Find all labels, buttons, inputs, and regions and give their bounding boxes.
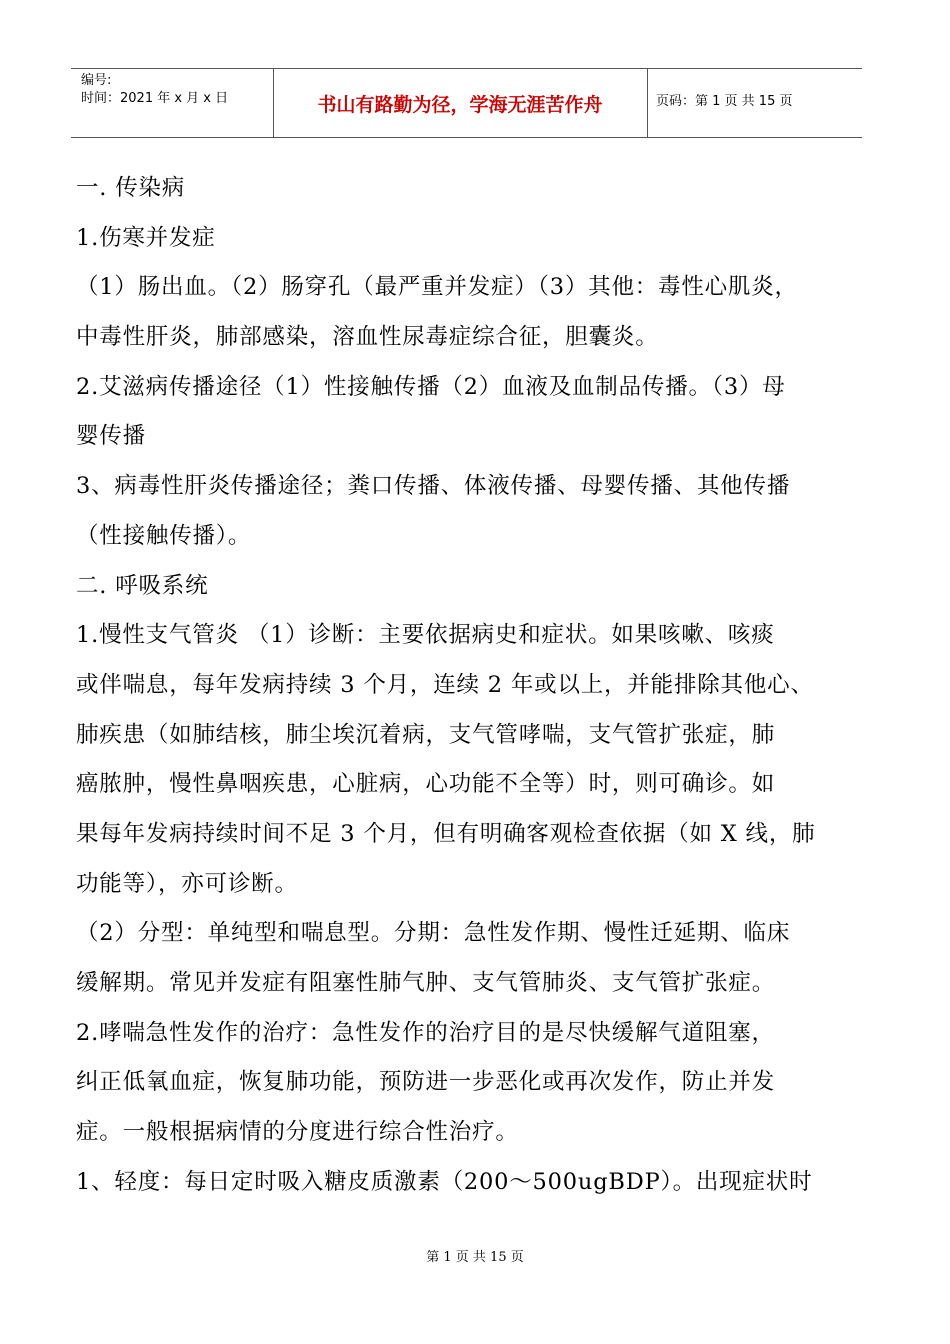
body-text-line: 肺疾患（如肺结核，肺尘埃沉着病，支气管哮喘，支气管扩张症，肺 xyxy=(76,721,776,748)
section-heading: 一. 传染病 xyxy=(76,175,186,201)
body-text-line: 果每年发病持续时间不足 3 个月，但有明确客观检查依据（如 X 线，肺 xyxy=(76,820,816,847)
body-text-line: 1.慢性支气管炎 （1）诊断：主要依据病史和症状。如果咳嗽、咳痰 xyxy=(76,622,775,649)
body-text-line: 1、轻度：每日定时吸入糖皮质激素（200～500ugBDP）。出现症状时 xyxy=(76,1168,813,1195)
body-text-line: 2.艾滋病传播途径（1）性接触传播（2）血液及血制品传播。（3）母 xyxy=(76,373,786,400)
body-text-line: （性接触传播）。 xyxy=(76,522,252,549)
body-text-line: 或伴喘息，每年发病持续 3 个月，连续 2 年或以上，并能排除其他心、 xyxy=(76,671,814,698)
body-text-line: （2）分型：单纯型和喘息型。分期：急性发作期、慢性迁延期、临床 xyxy=(76,920,791,947)
page-header-table xyxy=(71,68,862,138)
document-body xyxy=(76,164,876,1207)
section-heading: 二. 呼吸系统 xyxy=(76,572,209,599)
header-meta-cell xyxy=(71,69,274,137)
subsection-heading: 1.伤寒并发症 xyxy=(76,224,216,251)
page-footer: 第 1 页 共 15 页 xyxy=(426,1250,524,1265)
body-text-line: 症。一般根据病情的分度进行综合性治疗。 xyxy=(76,1119,519,1146)
body-text-line: 3、病毒性肝炎传播途径；粪口传播、体液传播、母婴传播、其他传播 xyxy=(76,473,791,500)
body-text-line: 功能等），亦可诊断。 xyxy=(76,870,298,897)
document-date-label: 时间：2021 年 x 月 x 日 xyxy=(81,91,229,106)
body-text-line: 纠正低氧血症，恢复肺功能，预防进一步恶化或再次发作，防止并发 xyxy=(76,1069,776,1096)
header-motto: 书山有路勤为径，学海无涯苦作舟 xyxy=(317,94,603,116)
body-text-line: 2.哮喘急性发作的治疗：急性发作的治疗目的是尽快缓解气道阻塞， xyxy=(76,1019,775,1046)
header-page-cell xyxy=(648,69,862,137)
header-page-info: 页码：第 1 页 共 15 页 xyxy=(656,94,793,109)
body-text-line: （1）肠出血。（2）肠穿孔（最严重并发症）（3）其他：毒性心肌炎， xyxy=(76,274,798,301)
header-motto-cell xyxy=(273,69,648,137)
body-text-line: 缓解期。常见并发症有阻塞性肺气肿、支气管肺炎、支气管扩张症。 xyxy=(76,970,776,996)
document-number-label: 编号: xyxy=(81,73,112,88)
body-text-line: 婴传播 xyxy=(76,423,146,450)
body-text-line: 中毒性肝炎，肺部感染，溶血性尿毒症综合征，胆囊炎。 xyxy=(76,324,659,351)
body-text-line: 癌脓肿，慢性鼻咽疾患，心脏病，心功能不全等）时，则可确诊。如 xyxy=(76,771,776,798)
